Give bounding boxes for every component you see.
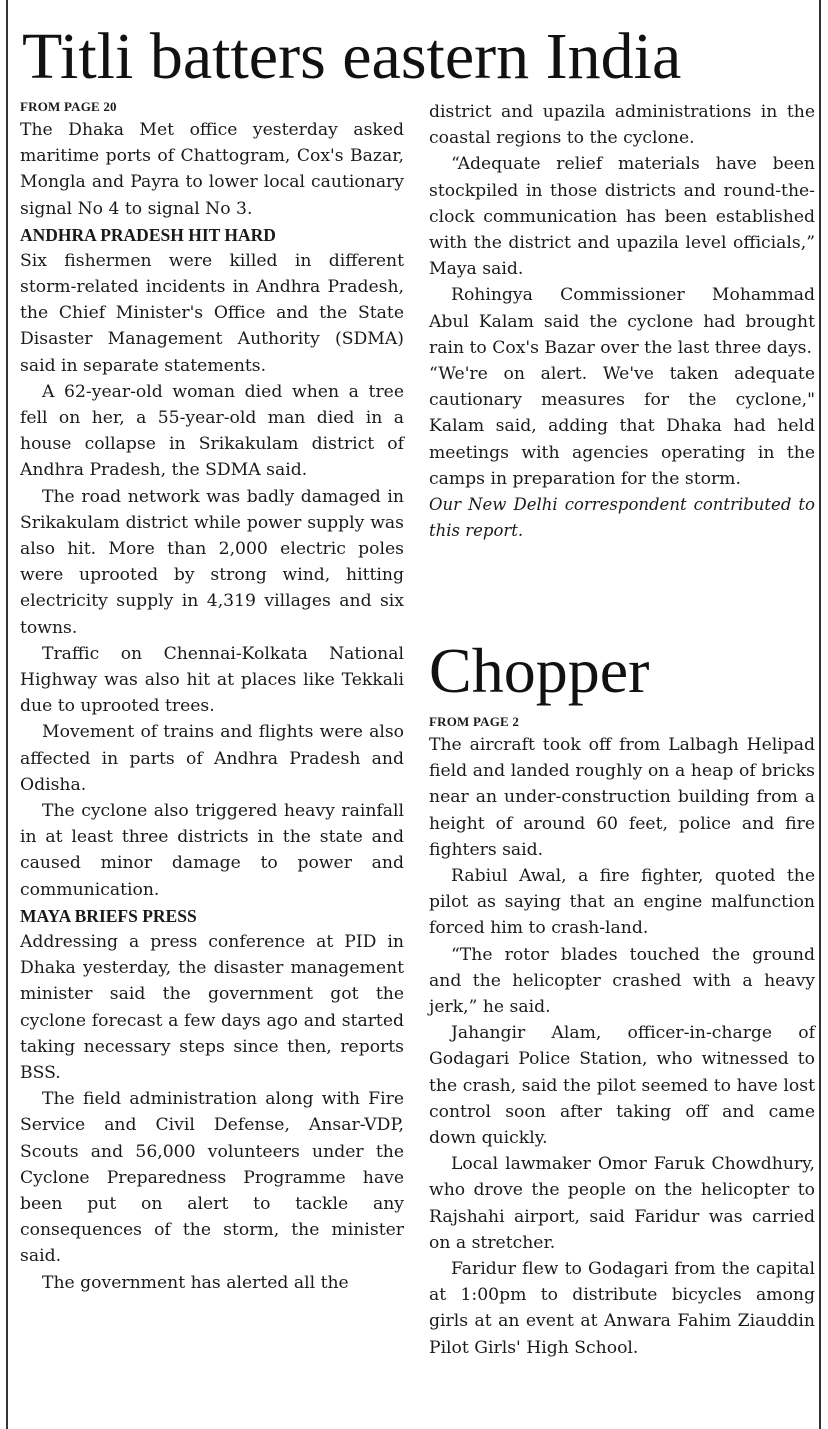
article-paragraph: “Adequate relief materials have been stockpiled in those districts and round-the-clock communication has been established with the district and upazila level officials,” Maya said. (429, 154, 815, 280)
article-paragraph: Movement of trains and flights were also affected in parts of Andhra Pradesh and Odisha. (20, 722, 404, 795)
chopper-headline: Chopper (429, 635, 650, 706)
article-paragraph: Addressing a press conference at PID in Dhaka yesterday, the disaster management minister said the government got the cyclone forecast a few days ago and started taking necessary steps since then, reports BSS. (20, 931, 404, 1083)
article-paragraph: The aircraft took off from Lalbagh Helipad field and landed roughly on a heap of bricks near an under-construction building from a height of around 60 feet, police and fire fighters said. (429, 735, 815, 860)
article-paragraph: The cyclone also triggered heavy rainfall in at least three districts in the state and caused minor damage to power and communication. (20, 801, 404, 900)
article-paragraph: A 62-year-old woman died when a tree fell on her, a 55-year-old man died in a house collapse in Srikakulam district of Andhra Pradesh, the SDMA said. (20, 381, 404, 481)
article-paragraph: Six fishermen were killed in different storm-related incidents in Andhra Pradesh, the Chief Minister's Office and the State Disaster Management Authority (SDMA) said in separate statements. (20, 250, 404, 376)
left-border-rule (6, 0, 8, 1429)
article-paragraph: The government has alerted all the (42, 1272, 349, 1293)
article-paragraph: district and upazila administrations in the coastal regions to the cyclone. (429, 102, 815, 149)
article-paragraph: “We're on alert. We've taken adequate cautionary measures for the cyclone," Kalam said, adding that Dhaka had held meetings with agencies operating in the camps in preparation for the storm. (429, 364, 815, 489)
article-paragraph: The Dhaka Met office yesterday asked maritime ports of Chattogram, Cox's Bazar, Mongla and Payra to lower local cautionary signal No 4 to signal No 3. (20, 120, 404, 219)
subhead-andhra: ANDHRA PRADESH HIT HARD (20, 224, 276, 245)
left-column (20, 99, 404, 1296)
article-paragraph: The field administration along with Fire Service and Civil Defense, Ansar-VDP, Scouts and 56,000 volunteers under the Cyclone Preparedness Programme have been put on alert to tackle any consequences of the storm, the minister said. (20, 1089, 404, 1267)
article-paragraph: Local lawmaker Omor Faruk Chowdhury, who drove the people on the helicopter to Rajshahi airport, said Faridur was carried on a stretcher. (429, 1154, 815, 1253)
subhead-maya: MAYA BRIEFS PRESS (20, 905, 197, 926)
main-headline: Titli batters eastern India (22, 20, 682, 93)
from-page-kicker: FROM PAGE 20 (20, 99, 117, 114)
chopper-article (429, 714, 815, 1361)
article-paragraph: Faridur flew to Godagari from the capital at 1:00pm to distribute bicycles among girls at an event at Anwara Fahim Ziauddin Pilot Girls' High School. (429, 1259, 815, 1358)
right-column (429, 99, 815, 544)
article-paragraph: The road network was badly damaged in Srikakulam district while power supply was also hit. More than 2,000 electric poles were uprooted by strong wind, hitting electricity supply in 4,319 villages and six towns. (20, 486, 404, 638)
from-page-kicker: FROM PAGE 2 (429, 714, 520, 729)
article-paragraph: Rabiul Awal, a fire fighter, quoted the pilot as saying that an engine malfunction forced him to crash-land. (429, 866, 815, 939)
article-paragraph: Rohingya Commissioner Mohammad Abul Kalam said the cyclone had brought rain to Cox's Bazar over the last three days. (429, 285, 815, 358)
article-paragraph: “The rotor blades touched the ground and the helicopter crashed with a heavy jerk,” he said. (429, 944, 815, 1018)
contributor-credit: Our New Delhi correspondent contributed to this report. (429, 495, 815, 541)
right-border-rule (819, 0, 821, 1429)
article-paragraph: Traffic on Chennai-Kolkata National Highway was also hit at places like Tekkali due to uprooted trees. (20, 643, 404, 717)
article-paragraph: Jahangir Alam, officer-in-charge of Godagari Police Station, who witnessed to the crash, said the pilot seemed to have lost control soon after taking off and came down quickly. (429, 1023, 815, 1149)
